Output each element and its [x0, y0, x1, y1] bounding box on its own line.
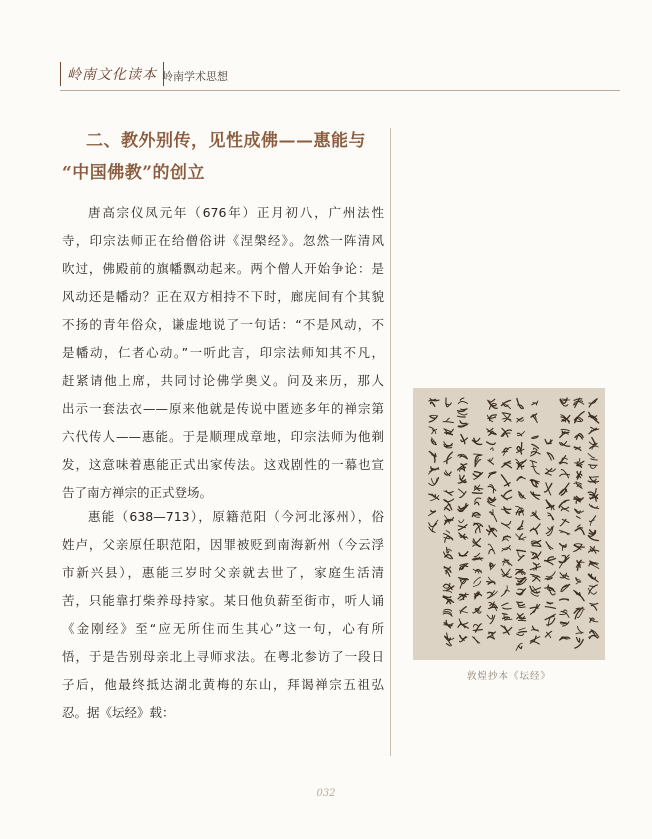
manuscript-glyph	[588, 574, 598, 582]
manuscript-glyph	[575, 525, 584, 535]
manuscript-glyph	[574, 496, 583, 503]
manuscript-glyph	[545, 469, 555, 476]
paragraph-1	[62, 199, 384, 507]
manuscript-glyph	[460, 635, 467, 642]
manuscript-glyph	[545, 602, 555, 608]
manuscript-glyph	[530, 636, 540, 644]
manuscript-glyph	[575, 509, 584, 518]
manuscript-glyph	[589, 427, 599, 433]
manuscript-glyph	[516, 506, 524, 515]
manuscript-glyph	[516, 534, 526, 540]
manuscript-glyph	[531, 574, 541, 581]
manuscript-glyph	[560, 637, 570, 640]
manuscript-glyph	[458, 504, 468, 512]
manuscript-glyph	[444, 471, 451, 476]
manuscript-glyph	[501, 569, 511, 577]
manuscript-glyph	[472, 553, 483, 560]
text-line: 子后，他最终抵达湖北黄梅的东山，拜谒禅宗五祖弘	[62, 677, 384, 692]
page-header	[60, 62, 620, 94]
manuscript-glyph	[588, 530, 598, 541]
manuscript-glyph	[559, 530, 570, 535]
manuscript-glyph	[443, 418, 453, 422]
manuscript-glyph	[502, 603, 511, 609]
manuscript-glyph	[576, 578, 581, 584]
manuscript-glyph	[488, 485, 496, 493]
manuscript-glyph	[458, 475, 466, 483]
manuscript-glyph	[546, 526, 553, 536]
text-line: 六代传人——惠能。于是顺理成章地，印宗法师为他剃	[62, 429, 384, 444]
text-line: 忍。据《坛经》载：	[62, 705, 175, 720]
manuscript-glyph	[530, 586, 541, 596]
manuscript-glyph	[473, 624, 482, 632]
section-title-line2: “中国佛教”的创立	[62, 163, 206, 183]
manuscript-glyph	[502, 546, 511, 552]
manuscript-glyph	[589, 465, 597, 469]
manuscript-glyph	[588, 454, 597, 460]
manuscript-glyph	[545, 557, 556, 565]
manuscript-glyph	[531, 511, 540, 520]
manuscript-glyph	[545, 585, 555, 595]
manuscript-glyph	[560, 429, 570, 437]
manuscript-glyph	[531, 552, 541, 559]
manuscript-glyph	[501, 507, 511, 514]
manuscript-glyph	[488, 458, 494, 465]
manuscript-glyph	[458, 619, 469, 628]
manuscript-glyph	[545, 614, 555, 626]
manuscript-glyph	[444, 531, 453, 543]
manuscript-glyph	[460, 564, 469, 571]
manuscript-glyph	[532, 401, 538, 405]
manuscript-glyph	[472, 513, 480, 518]
manuscript-glyph	[460, 607, 468, 613]
manuscript-glyph	[446, 398, 452, 407]
manuscript-glyph	[589, 630, 599, 639]
manuscript-glyph	[575, 459, 584, 468]
series-logo-text: 岭南文化读本	[67, 67, 157, 83]
manuscript-glyph	[547, 453, 554, 461]
manuscript-glyph	[589, 399, 597, 407]
text-line: 悟，于是告别母亲北上寻师求法。在粤北参访了一段日	[62, 649, 384, 664]
manuscript-glyph	[473, 454, 482, 467]
manuscript-glyph	[502, 614, 512, 621]
manuscript-glyph	[561, 622, 569, 626]
manuscript-glyph	[444, 499, 454, 510]
manuscript-glyph	[429, 467, 439, 474]
manuscript-glyph	[518, 521, 523, 530]
text-line: 告了南方禅宗的正式登场。	[62, 485, 213, 500]
text-line: 不扬的青年俗众，谦虚地说了一句话：“不是风动，不	[62, 317, 384, 332]
manuscript-glyph	[530, 461, 539, 475]
figure-caption: 敦煌抄本《坛经》	[466, 671, 551, 682]
manuscript-glyph	[530, 604, 540, 614]
series-logo	[60, 62, 164, 86]
manuscript-glyph	[590, 603, 598, 610]
manuscript-glyph	[516, 577, 527, 585]
manuscript-glyph	[574, 544, 585, 552]
manuscript-glyph	[516, 459, 527, 469]
manuscript-glyph	[429, 415, 437, 422]
manuscript-glyph	[530, 524, 540, 534]
manuscript-glyph	[490, 563, 495, 570]
manuscript-glyph	[501, 586, 509, 597]
manuscript-glyph	[576, 626, 583, 634]
manuscript-glyph	[517, 628, 527, 635]
manuscript-glyph	[560, 544, 566, 551]
manuscript-glyph	[560, 610, 570, 617]
manuscript-glyph	[443, 609, 452, 616]
section-name: 岭南学术思想	[162, 70, 228, 83]
section-title	[62, 125, 382, 189]
manuscript-glyph	[444, 442, 453, 448]
manuscript-glyph	[530, 563, 541, 571]
manuscript-glyph	[472, 438, 481, 444]
manuscript-glyph	[575, 638, 583, 649]
manuscript-glyph	[458, 398, 467, 404]
header-divider	[60, 90, 620, 91]
manuscript-glyph	[590, 516, 596, 526]
manuscript-glyph	[429, 478, 439, 486]
manuscript-glyph	[458, 520, 467, 530]
manuscript-glyph	[488, 399, 497, 409]
manuscript-glyph	[473, 472, 483, 480]
manuscript-glyph	[574, 607, 584, 619]
manuscript-glyph	[516, 569, 526, 574]
text-line: 苦，只能靠打柴养母持家。某日他负薪至街市，听人诵	[62, 593, 384, 608]
manuscript-glyph	[531, 414, 537, 423]
manuscript-glyph	[458, 489, 466, 498]
text-line: 姓卢，父亲原任职范阳，因罪被贬到南海新州（今云浮	[62, 537, 384, 552]
manuscript-glyph	[531, 540, 541, 546]
manuscript-glyph	[501, 490, 511, 499]
manuscript-glyph	[517, 550, 526, 560]
manuscript-glyph	[429, 427, 437, 434]
manuscript-glyph	[487, 415, 496, 422]
manuscript-glyph	[429, 399, 439, 407]
manuscript-glyph	[502, 413, 511, 422]
text-line: 市新兴县），惠能三岁时父亲就去世了，家庭生活清	[62, 565, 384, 580]
paragraph-2	[62, 503, 384, 727]
manuscript-glyph	[502, 447, 511, 455]
manuscript-glyph	[444, 491, 453, 496]
manuscript-glyph	[473, 577, 481, 586]
manuscript-glyph	[429, 494, 439, 501]
manuscript-glyph	[589, 438, 598, 450]
dunhuang-manuscript-image	[413, 388, 605, 660]
manuscript-glyph	[517, 602, 525, 607]
manuscript-glyph	[443, 583, 454, 592]
manuscript-glyph	[559, 456, 567, 464]
manuscript-glyph	[472, 485, 483, 493]
manuscript-glyph	[574, 482, 582, 489]
manuscript-glyph	[560, 519, 569, 526]
manuscript-glyph	[475, 498, 481, 505]
manuscript-glyph	[530, 480, 540, 487]
manuscript-glyph	[487, 526, 497, 537]
text-line: 寺，印宗法师正在给僧俗讲《涅槃经》。忽然一阵清风	[62, 233, 384, 248]
manuscript-glyph	[459, 533, 468, 539]
manuscript-glyph	[458, 593, 468, 600]
manuscript-glyph	[577, 471, 582, 479]
manuscript-glyph	[429, 520, 438, 532]
manuscript-glyph	[501, 626, 512, 635]
manuscript-glyph	[472, 637, 480, 644]
manuscript-glyph	[474, 591, 481, 599]
manuscript-glyph	[429, 510, 436, 515]
manuscript-glyph	[517, 399, 524, 409]
manuscript-glyph	[487, 442, 496, 451]
manuscript-glyph	[545, 631, 551, 637]
manuscript-glyph	[473, 606, 481, 613]
manuscript-glyph	[588, 489, 598, 502]
manuscript-glyph	[560, 599, 569, 600]
manuscript-glyph	[503, 559, 512, 566]
manuscript-glyph	[576, 560, 584, 570]
text-line: 吹过，佛殿前的旗幡飘动起来。两个僧人开始争论：是	[62, 261, 384, 276]
manuscript-glyph	[588, 585, 597, 594]
manuscript-glyph	[531, 436, 538, 438]
manuscript-glyph	[473, 539, 481, 547]
manuscript-glyph	[546, 500, 554, 510]
text-line: 发，这意味着惠能正式出家传法。这戏剧性的一幕也宣	[62, 457, 384, 472]
manuscript-glyph	[561, 415, 570, 424]
manuscript-glyph	[458, 454, 468, 458]
manuscript-glyph	[501, 428, 511, 437]
manuscript-glyph	[488, 544, 495, 554]
manuscript-glyph	[531, 626, 538, 631]
manuscript-glyph	[517, 443, 524, 455]
manuscript-glyph	[487, 615, 495, 624]
manuscript-glyph	[589, 547, 599, 554]
manuscript-glyph	[589, 412, 599, 423]
manuscript-glyph	[589, 504, 599, 509]
column-divider	[390, 128, 391, 756]
manuscript-glyph	[488, 602, 497, 611]
manuscript-glyph	[560, 470, 570, 478]
manuscript-glyph	[516, 643, 522, 650]
text-line: 《金刚经》至“应无所住而生其心”这一句，心有所	[62, 621, 384, 636]
manuscript-glyph	[560, 398, 570, 406]
manuscript-glyph	[560, 573, 569, 580]
manuscript-glyph	[473, 569, 481, 573]
manuscript-glyph	[445, 633, 454, 646]
manuscript-glyph	[489, 510, 496, 522]
manuscript-glyph	[590, 618, 598, 623]
manuscript-glyph	[487, 577, 495, 584]
manuscript-glyph	[474, 523, 483, 533]
manuscript-glyph	[517, 432, 524, 436]
manuscript-glyph	[501, 475, 510, 486]
text-line: 惠能（638—713），原籍范阳（今河北涿州），俗	[88, 509, 384, 524]
manuscript-glyph	[546, 542, 553, 550]
text-line: 风动还是幡动？正在双方相持不下时，廊庑间有个其貌	[62, 289, 384, 304]
page-number: 032	[316, 788, 336, 799]
manuscript-glyph	[461, 435, 468, 444]
text-line: 是幡动，仁者心动。”一听此言，印宗法师知其不凡，	[62, 345, 384, 360]
manuscript-glyph	[487, 497, 496, 506]
manuscript-glyph	[444, 567, 451, 577]
manuscript-glyph	[487, 632, 495, 639]
manuscript-glyph	[574, 591, 584, 601]
manuscript-glyph	[458, 464, 467, 472]
manuscript-glyph	[502, 536, 510, 541]
manuscript-glyph	[459, 578, 469, 589]
manuscript-glyph	[444, 429, 454, 435]
manuscript-glyph	[559, 500, 569, 511]
manuscript-glyph	[574, 398, 584, 407]
manuscript-glyph	[559, 555, 569, 568]
manuscript-glyph	[519, 492, 526, 499]
text-line: 出示一套法衣——原来他就是传说中匿迹多年的禅宗第	[62, 401, 384, 416]
manuscript-glyph	[560, 442, 570, 447]
manuscript-glyph	[501, 400, 510, 408]
manuscript-glyph	[575, 434, 583, 440]
manuscript-glyph	[559, 483, 569, 495]
manuscript-glyph	[487, 428, 496, 435]
manuscript-glyph	[574, 412, 584, 423]
manuscript-glyph	[444, 516, 453, 525]
manuscript-glyph	[531, 492, 540, 500]
text-line: 赶紧请他上席，共同讨论佛学奥义。问及来历，那人	[62, 373, 384, 388]
text-line: 唐高宗仪凤元年（676年）正月初八，广州法性	[88, 205, 384, 220]
manuscript-glyph	[444, 620, 454, 628]
manuscript-glyph	[545, 439, 552, 444]
manuscript-glyph	[444, 452, 453, 464]
manuscript-glyph	[458, 409, 468, 417]
manuscript-glyph	[517, 417, 524, 422]
manuscript-glyph	[517, 589, 526, 595]
section-title-line1: 二、教外别传，见性成佛——惠能与	[86, 131, 366, 151]
manuscript-glyph	[548, 513, 554, 520]
manuscript-glyph	[517, 614, 526, 621]
manuscript-glyph	[589, 561, 599, 569]
manuscript-glyph	[588, 477, 598, 484]
manuscript-glyph	[502, 461, 512, 468]
manuscript-glyph	[531, 444, 541, 456]
manuscript-glyph	[444, 547, 453, 558]
manuscript-glyph	[561, 584, 570, 591]
manuscript-glyph	[489, 472, 497, 478]
manuscript-glyph	[431, 438, 436, 445]
manuscript-calligraphy	[413, 388, 605, 660]
manuscript-glyph	[502, 522, 511, 529]
manuscript-glyph	[574, 447, 581, 451]
manuscript-glyph	[459, 552, 468, 556]
manuscript-glyph	[429, 451, 436, 462]
manuscript-glyph	[487, 591, 497, 599]
manuscript-glyph	[545, 483, 552, 495]
manuscript-glyph	[517, 477, 525, 481]
manuscript-glyph	[458, 421, 468, 427]
manuscript-glyph	[443, 596, 454, 604]
manuscript-glyph	[545, 572, 555, 580]
